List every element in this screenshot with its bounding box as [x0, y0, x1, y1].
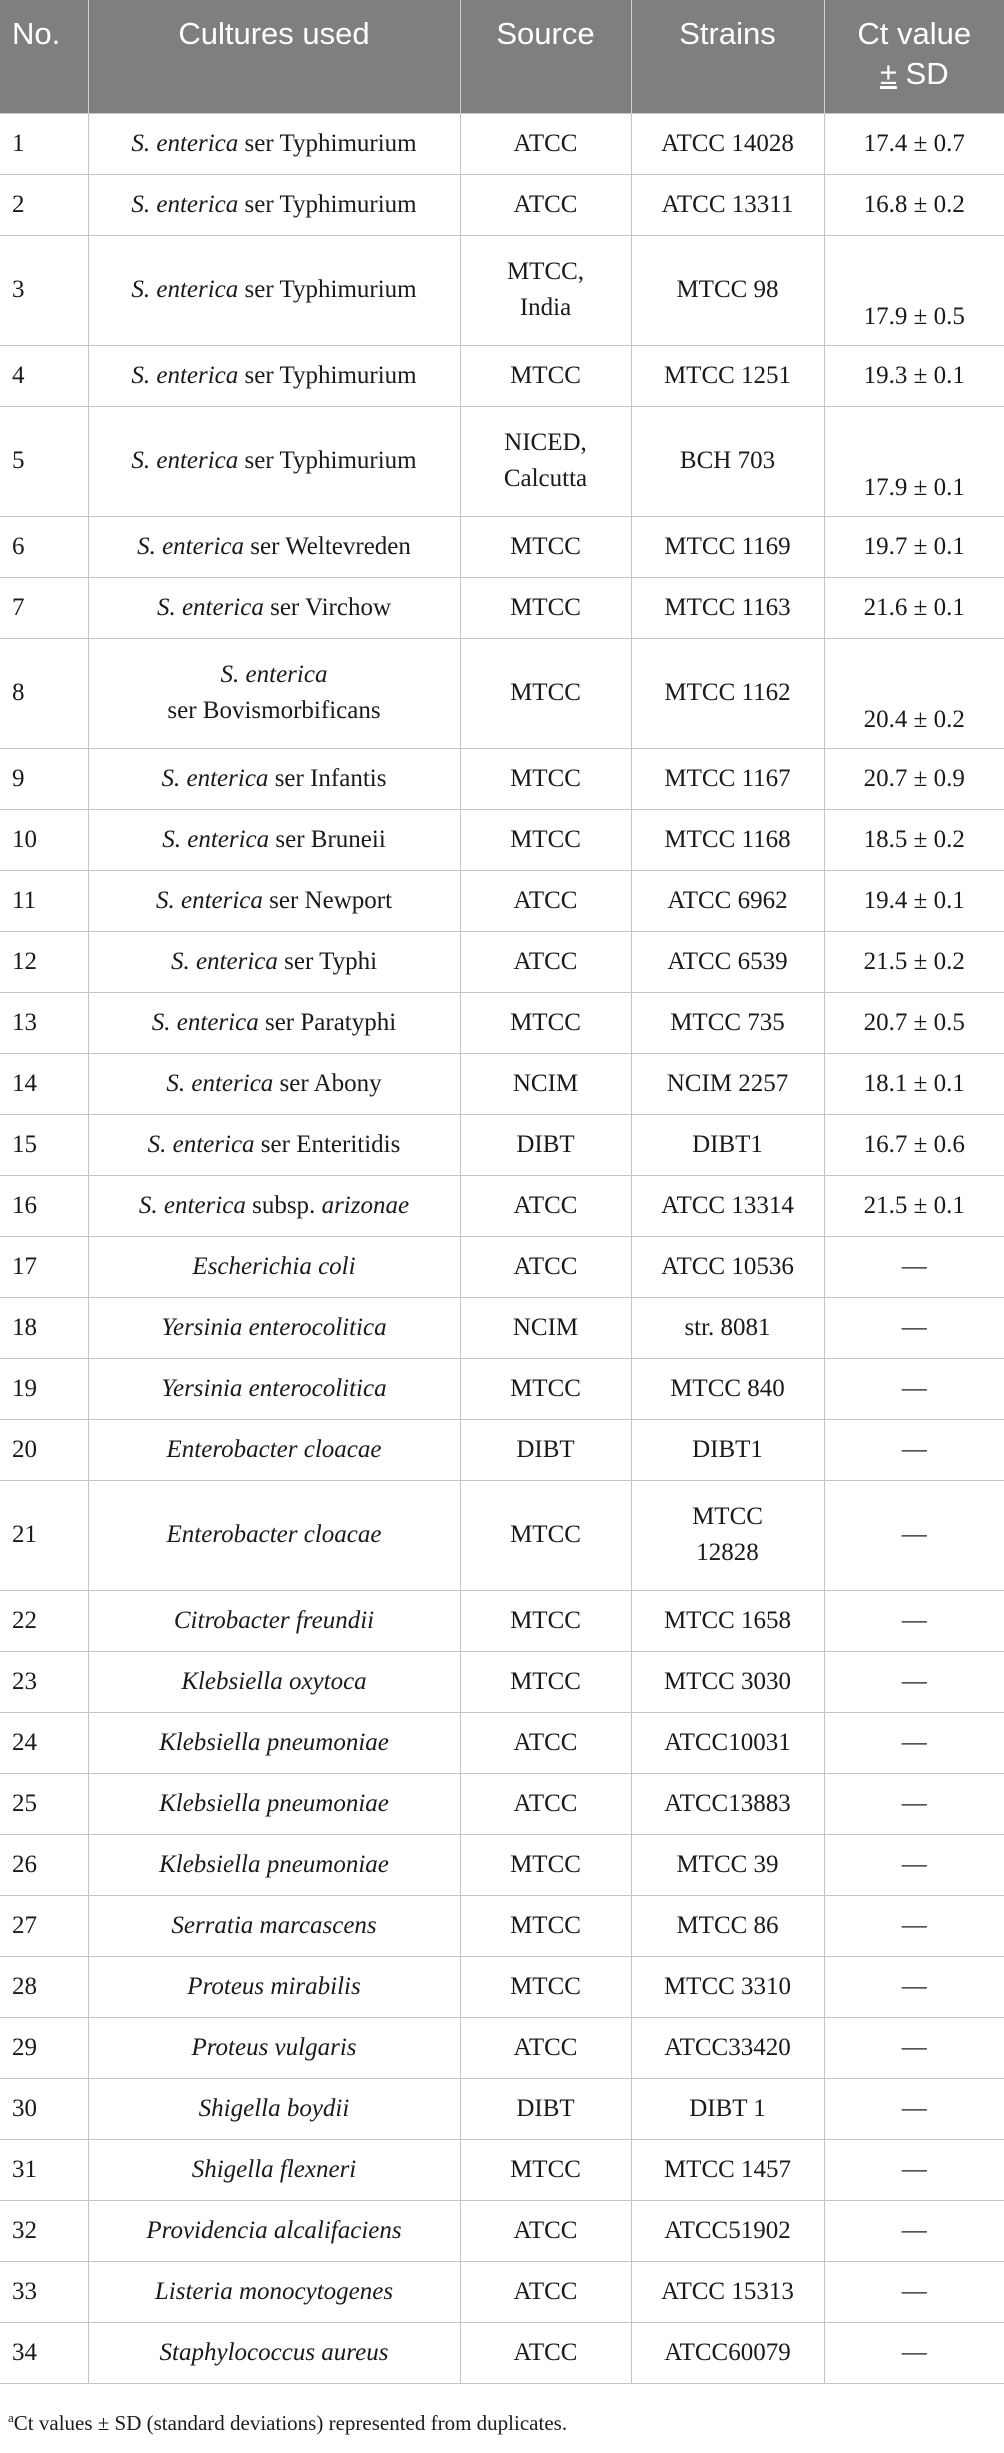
culture-rest: ser Typhi — [277, 947, 378, 975]
ct-value: — — [824, 1834, 1004, 1895]
culture-name — [88, 2322, 460, 2383]
culture-strain: ATCC 6962 — [631, 870, 824, 931]
culture-source: ATCC — [460, 2261, 631, 2322]
culture-source: MTCC — [460, 1590, 631, 1651]
row-number: 18 — [0, 1297, 88, 1358]
table-row — [0, 1590, 1004, 1651]
culture-italic: Yersinia enterocolitica — [161, 1313, 387, 1341]
header-cultures: Cultures used — [88, 0, 460, 113]
culture-rest: ser Weltevreden — [244, 532, 411, 560]
table-row — [0, 2200, 1004, 2261]
row-number: 29 — [0, 2017, 88, 2078]
row-number: 6 — [0, 516, 88, 577]
culture-italic: Klebsiella pneumoniae — [159, 1789, 389, 1817]
culture-name — [88, 235, 460, 345]
culture-italic: Shigella flexneri — [191, 2155, 357, 2183]
culture-strain: MTCC 12828 — [631, 1480, 824, 1590]
ct-value: 16.8 ± 0.2 — [824, 174, 1004, 235]
culture-italic: S. enterica — [131, 361, 239, 389]
row-number: 24 — [0, 1712, 88, 1773]
culture-strain: MTCC 1169 — [631, 516, 824, 577]
row-number: 21 — [0, 1480, 88, 1590]
row-number: 28 — [0, 1956, 88, 2017]
culture-name — [88, 516, 460, 577]
culture-italic: S. enterica — [131, 276, 239, 303]
culture-name — [88, 1834, 460, 1895]
culture-source: MTCC — [460, 1834, 631, 1895]
ct-value: 17.9 ± 0.5 — [824, 235, 1004, 345]
header-ct-pm: ± — [879, 56, 897, 91]
culture-name — [88, 2017, 460, 2078]
culture-italic: Klebsiella oxytoca — [181, 1667, 367, 1695]
culture-rest: ser Virchow — [263, 593, 392, 621]
culture-name — [88, 1053, 460, 1114]
ct-value: — — [824, 1773, 1004, 1834]
table-row — [0, 1419, 1004, 1480]
table-row — [0, 2322, 1004, 2383]
culture-name — [88, 1114, 460, 1175]
culture-source: MTCC — [460, 1480, 631, 1590]
culture-name — [88, 577, 460, 638]
culture-strain: MTCC 86 — [631, 1895, 824, 1956]
table-row — [0, 1297, 1004, 1358]
row-number: 27 — [0, 1895, 88, 1956]
culture-name — [88, 638, 460, 748]
culture-source: MTCC — [460, 1956, 631, 2017]
culture-italic: Providencia alcalifaciens — [146, 2216, 402, 2244]
table-row — [0, 2017, 1004, 2078]
culture-italic: Klebsiella pneumoniae — [159, 1850, 389, 1878]
row-number: 16 — [0, 1175, 88, 1236]
table-row — [0, 1956, 1004, 2017]
ct-value: — — [824, 1236, 1004, 1297]
culture-italic: Enterobacter cloacae — [166, 1521, 382, 1548]
table-row — [0, 2078, 1004, 2139]
culture-name — [88, 748, 460, 809]
row-number: 1 — [0, 113, 88, 174]
culture-rest: subsp. — [245, 1191, 322, 1219]
table-row — [0, 235, 1004, 345]
culture-strain: MTCC 3030 — [631, 1651, 824, 1712]
ct-value: 21.5 ± 0.1 — [824, 1175, 1004, 1236]
culture-strain: MTCC 1658 — [631, 1590, 824, 1651]
culture-italic: Citrobacter freundii — [173, 1606, 375, 1634]
culture-italic: S. enterica — [156, 593, 264, 621]
row-number: 8 — [0, 638, 88, 748]
culture-italic: Klebsiella pneumoniae — [159, 1728, 389, 1756]
culture-source: MTCC, India — [460, 235, 631, 345]
culture-strain: MTCC 1162 — [631, 638, 824, 748]
ct-value: — — [824, 1956, 1004, 2017]
table-row — [0, 2139, 1004, 2200]
row-number: 19 — [0, 1358, 88, 1419]
culture-name — [88, 2261, 460, 2322]
ct-value: — — [824, 1358, 1004, 1419]
culture-name — [88, 113, 460, 174]
ct-value: 17.4 ± 0.7 — [824, 113, 1004, 174]
culture-source: MTCC — [460, 809, 631, 870]
culture-italic: S. enterica — [161, 764, 269, 792]
culture-name — [88, 1358, 460, 1419]
ct-value: 20.4 ± 0.2 — [824, 638, 1004, 748]
culture-source: MTCC — [460, 345, 631, 406]
ct-value: — — [824, 1712, 1004, 1773]
table-row — [0, 406, 1004, 516]
culture-source: ATCC — [460, 1175, 631, 1236]
culture-strain: MTCC 1163 — [631, 577, 824, 638]
culture-source: ATCC — [460, 2200, 631, 2261]
culture-name — [88, 1297, 460, 1358]
table-row — [0, 2261, 1004, 2322]
culture-name — [88, 1773, 460, 1834]
culture-source: ATCC — [460, 1773, 631, 1834]
table-row — [0, 1358, 1004, 1419]
culture-strain: ATCC60079 — [631, 2322, 824, 2383]
culture-strain: str. 8081 — [631, 1297, 824, 1358]
table-row — [0, 516, 1004, 577]
table-row — [0, 638, 1004, 748]
culture-source: MTCC — [460, 748, 631, 809]
culture-rest: ser Typhimurium — [238, 129, 417, 157]
culture-name — [88, 870, 460, 931]
culture-source: ATCC — [460, 1712, 631, 1773]
culture-italic: S. enterica — [220, 661, 328, 688]
row-number: 20 — [0, 1419, 88, 1480]
culture-rest: ser Typhimurium — [238, 447, 417, 474]
ct-value: 16.7 ± 0.6 — [824, 1114, 1004, 1175]
culture-name — [88, 931, 460, 992]
culture-italic: Listeria monocytogenes — [154, 2277, 394, 2305]
culture-italic: S. enterica — [131, 129, 239, 157]
row-number: 12 — [0, 931, 88, 992]
culture-strain: ATCC 15313 — [631, 2261, 824, 2322]
table-row — [0, 1773, 1004, 1834]
ct-value: — — [824, 1590, 1004, 1651]
ct-value: 19.3 ± 0.1 — [824, 345, 1004, 406]
culture-italic: Serratia marcascens — [171, 1911, 377, 1939]
row-number: 22 — [0, 1590, 88, 1651]
ct-value: 20.7 ± 0.5 — [824, 992, 1004, 1053]
culture-name — [88, 1956, 460, 2017]
table-row — [0, 345, 1004, 406]
culture-source: ATCC — [460, 931, 631, 992]
culture-rest: ser Typhimurium — [238, 190, 417, 218]
header-ct-value — [824, 0, 1004, 113]
table-row — [0, 870, 1004, 931]
culture-source: MTCC — [460, 992, 631, 1053]
row-number: 33 — [0, 2261, 88, 2322]
culture-source: ATCC — [460, 2322, 631, 2383]
culture-source: ATCC — [460, 1236, 631, 1297]
culture-italic: S. enterica — [131, 447, 239, 474]
ct-value: — — [824, 1419, 1004, 1480]
culture-rest: ser Bruneii — [269, 825, 386, 853]
culture-source: MTCC — [460, 638, 631, 748]
culture-rest: ser Enteritidis — [254, 1130, 401, 1158]
culture-strain: DIBT1 — [631, 1114, 824, 1175]
row-number: 5 — [0, 406, 88, 516]
ct-value: 19.4 ± 0.1 — [824, 870, 1004, 931]
culture-rest: ser Infantis — [268, 764, 387, 792]
culture-name — [88, 1712, 460, 1773]
row-number: 14 — [0, 1053, 88, 1114]
ct-value: — — [824, 1297, 1004, 1358]
ct-value: 18.1 ± 0.1 — [824, 1053, 1004, 1114]
culture-italic: Enterobacter cloacae — [166, 1435, 382, 1463]
culture-source: ATCC — [460, 113, 631, 174]
culture-strain: MTCC 840 — [631, 1358, 824, 1419]
culture-name — [88, 1651, 460, 1712]
ct-value: 19.7 ± 0.1 — [824, 516, 1004, 577]
table-row — [0, 931, 1004, 992]
culture-strain: ATCC 10536 — [631, 1236, 824, 1297]
ct-value: — — [824, 2017, 1004, 2078]
ct-value: — — [824, 1651, 1004, 1712]
row-number: 26 — [0, 1834, 88, 1895]
culture-strain: NCIM 2257 — [631, 1053, 824, 1114]
table-row — [0, 809, 1004, 870]
row-number: 2 — [0, 174, 88, 235]
culture-rest: ser Typhimurium — [238, 276, 417, 303]
table-row — [0, 577, 1004, 638]
culture-strain: ATCC 13314 — [631, 1175, 824, 1236]
ct-value: 20.7 ± 0.9 — [824, 748, 1004, 809]
culture-strain: ATCC33420 — [631, 2017, 824, 2078]
row-number: 23 — [0, 1651, 88, 1712]
footnote — [8, 2410, 567, 2436]
culture-name — [88, 1895, 460, 1956]
row-number: 13 — [0, 992, 88, 1053]
table-row — [0, 113, 1004, 174]
row-number: 15 — [0, 1114, 88, 1175]
culture-strain: ATCC 6539 — [631, 931, 824, 992]
culture-italic-suffix: arizonae — [321, 1191, 410, 1219]
culture-strain: DIBT 1 — [631, 2078, 824, 2139]
culture-strain: MTCC 1167 — [631, 748, 824, 809]
ct-value: 18.5 ± 0.2 — [824, 809, 1004, 870]
ct-value: — — [824, 2261, 1004, 2322]
table-row — [0, 1175, 1004, 1236]
culture-source: DIBT — [460, 1419, 631, 1480]
culture-strain: BCH 703 — [631, 406, 824, 516]
culture-strain: DIBT1 — [631, 1419, 824, 1480]
culture-name — [88, 1590, 460, 1651]
ct-value: 21.5 ± 0.2 — [824, 931, 1004, 992]
table-row — [0, 1895, 1004, 1956]
row-number: 30 — [0, 2078, 88, 2139]
culture-source: NCIM — [460, 1297, 631, 1358]
culture-italic: Yersinia enterocolitica — [161, 1374, 387, 1402]
header-source: Source — [460, 0, 631, 113]
header-strains: Strains — [631, 0, 824, 113]
culture-strain: MTCC 735 — [631, 992, 824, 1053]
culture-italic: S. enterica — [151, 1008, 259, 1036]
culture-strain: ATCC 14028 — [631, 113, 824, 174]
culture-source: DIBT — [460, 2078, 631, 2139]
culture-name — [88, 174, 460, 235]
culture-italic: S. enterica — [170, 947, 278, 975]
culture-rest: ser Typhimurium — [238, 361, 417, 389]
table-row — [0, 1712, 1004, 1773]
culture-italic: Proteus vulgaris — [191, 2033, 357, 2061]
table-row — [0, 174, 1004, 235]
culture-name — [88, 809, 460, 870]
table-header — [0, 0, 1004, 113]
culture-name — [88, 1175, 460, 1236]
ct-value: — — [824, 2322, 1004, 2383]
table-row — [0, 1236, 1004, 1297]
ct-value: 17.9 ± 0.1 — [824, 406, 1004, 516]
culture-source: MTCC — [460, 516, 631, 577]
ct-value: — — [824, 1895, 1004, 1956]
culture-source: NCIM — [460, 1053, 631, 1114]
culture-strain: MTCC 1457 — [631, 2139, 824, 2200]
row-number: 10 — [0, 809, 88, 870]
culture-name — [88, 406, 460, 516]
ct-value: — — [824, 2200, 1004, 2261]
row-number: 25 — [0, 1773, 88, 1834]
row-number: 34 — [0, 2322, 88, 2383]
culture-rest: ser Bovismorbificans — [167, 697, 381, 724]
culture-italic: S. enterica — [166, 1069, 274, 1097]
culture-strain: MTCC 1168 — [631, 809, 824, 870]
table-row — [0, 992, 1004, 1053]
table-row — [0, 1834, 1004, 1895]
culture-name — [88, 1236, 460, 1297]
culture-source: NICED, Calcutta — [460, 406, 631, 516]
culture-italic: S. enterica — [147, 1130, 255, 1158]
header-no: No. — [0, 0, 88, 113]
culture-name — [88, 1419, 460, 1480]
culture-strain: MTCC 1251 — [631, 345, 824, 406]
culture-italic: S. enterica — [138, 1191, 246, 1219]
culture-italic: Shigella boydii — [198, 2094, 350, 2122]
culture-strain: MTCC 98 — [631, 235, 824, 345]
culture-name — [88, 1480, 460, 1590]
culture-name — [88, 2200, 460, 2261]
culture-rest: ser Newport — [262, 886, 393, 914]
culture-strain: ATCC51902 — [631, 2200, 824, 2261]
footnote-marker: a — [8, 2410, 14, 2425]
culture-source: DIBT — [460, 1114, 631, 1175]
row-number: 11 — [0, 870, 88, 931]
table-row — [0, 1651, 1004, 1712]
culture-rest: ser Abony — [273, 1069, 382, 1097]
header-ct-line1: Ct value — [857, 16, 972, 51]
ct-value: 21.6 ± 0.1 — [824, 577, 1004, 638]
culture-name — [88, 2078, 460, 2139]
table-body — [0, 113, 1004, 2383]
culture-italic: S. enterica — [137, 532, 244, 560]
culture-italic: Proteus mirabilis — [187, 1972, 361, 2000]
ct-value: — — [824, 2139, 1004, 2200]
table-row — [0, 748, 1004, 809]
culture-name — [88, 345, 460, 406]
culture-strain: ATCC13883 — [631, 1773, 824, 1834]
culture-source: ATCC — [460, 2017, 631, 2078]
culture-italic: S. enterica — [131, 190, 239, 218]
culture-source: MTCC — [460, 577, 631, 638]
culture-name — [88, 992, 460, 1053]
culture-italic: S. enterica — [155, 886, 263, 914]
culture-source: MTCC — [460, 2139, 631, 2200]
table-row — [0, 1053, 1004, 1114]
culture-strain: MTCC 39 — [631, 1834, 824, 1895]
culture-name — [88, 2139, 460, 2200]
culture-italic: Escherichia coli — [192, 1252, 356, 1280]
footnote-text: Ct values ± SD (standard deviations) represented from duplicates. — [13, 2411, 568, 2435]
culture-source: MTCC — [460, 1895, 631, 1956]
header-ct-sd: SD — [896, 56, 949, 91]
ct-value: — — [824, 2078, 1004, 2139]
row-number: 7 — [0, 577, 88, 638]
culture-source: ATCC — [460, 870, 631, 931]
table-row — [0, 1114, 1004, 1175]
culture-strain: ATCC10031 — [631, 1712, 824, 1773]
culture-italic: Staphylococcus aureus — [159, 2338, 389, 2366]
row-number: 31 — [0, 2139, 88, 2200]
row-number: 4 — [0, 345, 88, 406]
table-row — [0, 1480, 1004, 1590]
culture-strain: ATCC 13311 — [631, 174, 824, 235]
culture-source: ATCC — [460, 174, 631, 235]
ct-value: — — [824, 1480, 1004, 1590]
row-number: 9 — [0, 748, 88, 809]
row-number: 3 — [0, 235, 88, 345]
culture-italic: S. enterica — [162, 825, 270, 853]
culture-strain: MTCC 3310 — [631, 1956, 824, 2017]
culture-source: MTCC — [460, 1651, 631, 1712]
culture-source: MTCC — [460, 1358, 631, 1419]
row-number: 17 — [0, 1236, 88, 1297]
row-number: 32 — [0, 2200, 88, 2261]
culture-rest: ser Paratyphi — [258, 1008, 397, 1036]
